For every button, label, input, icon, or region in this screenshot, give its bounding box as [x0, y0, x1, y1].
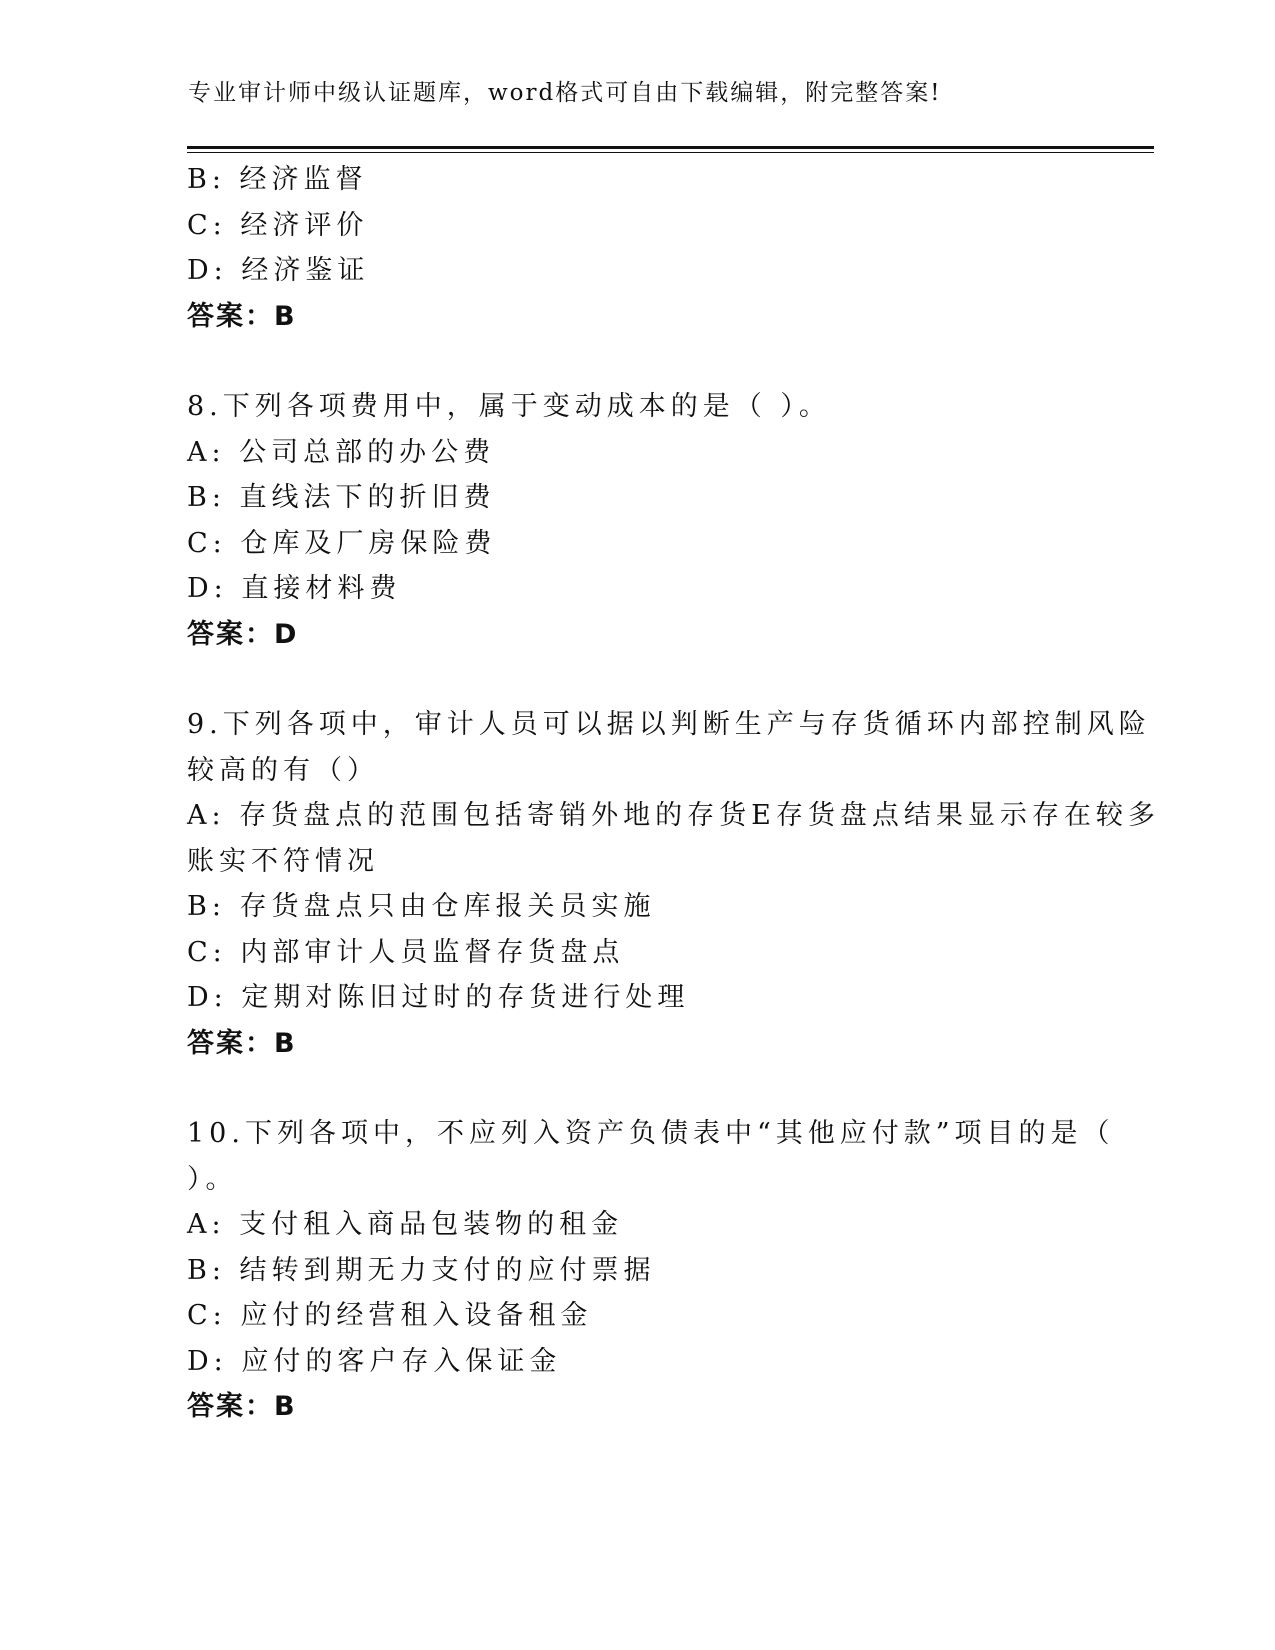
question-stem: 10.下列各项中，不应列入资产负债表中“其他应付款”项目的是（ [187, 1118, 1115, 1149]
question-8 [187, 384, 1087, 657]
option-a: A: 支付租入商品包装物的租金 [187, 1209, 624, 1240]
option-c: C: 仓库及厂房保险费 [187, 527, 497, 559]
option-d: D: 经济鉴证 [187, 255, 370, 286]
option-d: D: 直接材料费 [187, 573, 402, 604]
answer-line: 答案：B [187, 1391, 297, 1422]
option-b: B: 结转到期无力支付的应付票据 [187, 1254, 656, 1286]
document-body [187, 157, 1160, 1430]
option-a: A: 存货盘点的范围包括寄销外地的存货E存货盘点结果显示存在较多 [187, 800, 1160, 831]
option-a: A: 公司总部的办公费 [187, 436, 496, 468]
question-7-tail [187, 157, 1087, 339]
option-c: C: 经济评价 [187, 209, 369, 241]
question-stem: 8.下列各项费用中，属于变动成本的是（ ）。 [187, 391, 831, 422]
option-c: C: 内部审计人员监督存货盘点 [187, 936, 625, 968]
header-rule-thick [187, 146, 1154, 149]
option-d: D: 定期对陈旧过时的存货进行处理 [187, 982, 690, 1013]
option-d: D: 应付的客户存入保证金 [187, 1345, 562, 1377]
answer-line: 答案：D [187, 618, 299, 650]
question-10 [187, 1111, 1115, 1430]
question-9 [187, 702, 1160, 1066]
option-b: B: 直线法下的折旧费 [187, 482, 496, 513]
answer-line: 答案：B [187, 300, 297, 332]
answer-line: 答案：B [187, 1027, 297, 1059]
page-header: 专业审计师中级认证题库，word格式可自由下载编辑，附完整答案! [188, 80, 942, 106]
question-stem-continued: 较高的有（） [187, 754, 379, 786]
question-stem: 9.下列各项中，审计人员可以据以判断生产与存货循环内部控制风险 [187, 709, 1151, 740]
header-rule-thin [187, 152, 1154, 153]
option-b: B: 存货盘点只由仓库报关员实施 [187, 891, 656, 922]
option-a-continued: 账实不符情况 [187, 845, 379, 877]
question-stem-continued: ）。 [187, 1163, 238, 1195]
option-b: B: 经济监督 [187, 164, 368, 195]
option-c: C: 应付的经营租入设备租金 [187, 1300, 593, 1331]
